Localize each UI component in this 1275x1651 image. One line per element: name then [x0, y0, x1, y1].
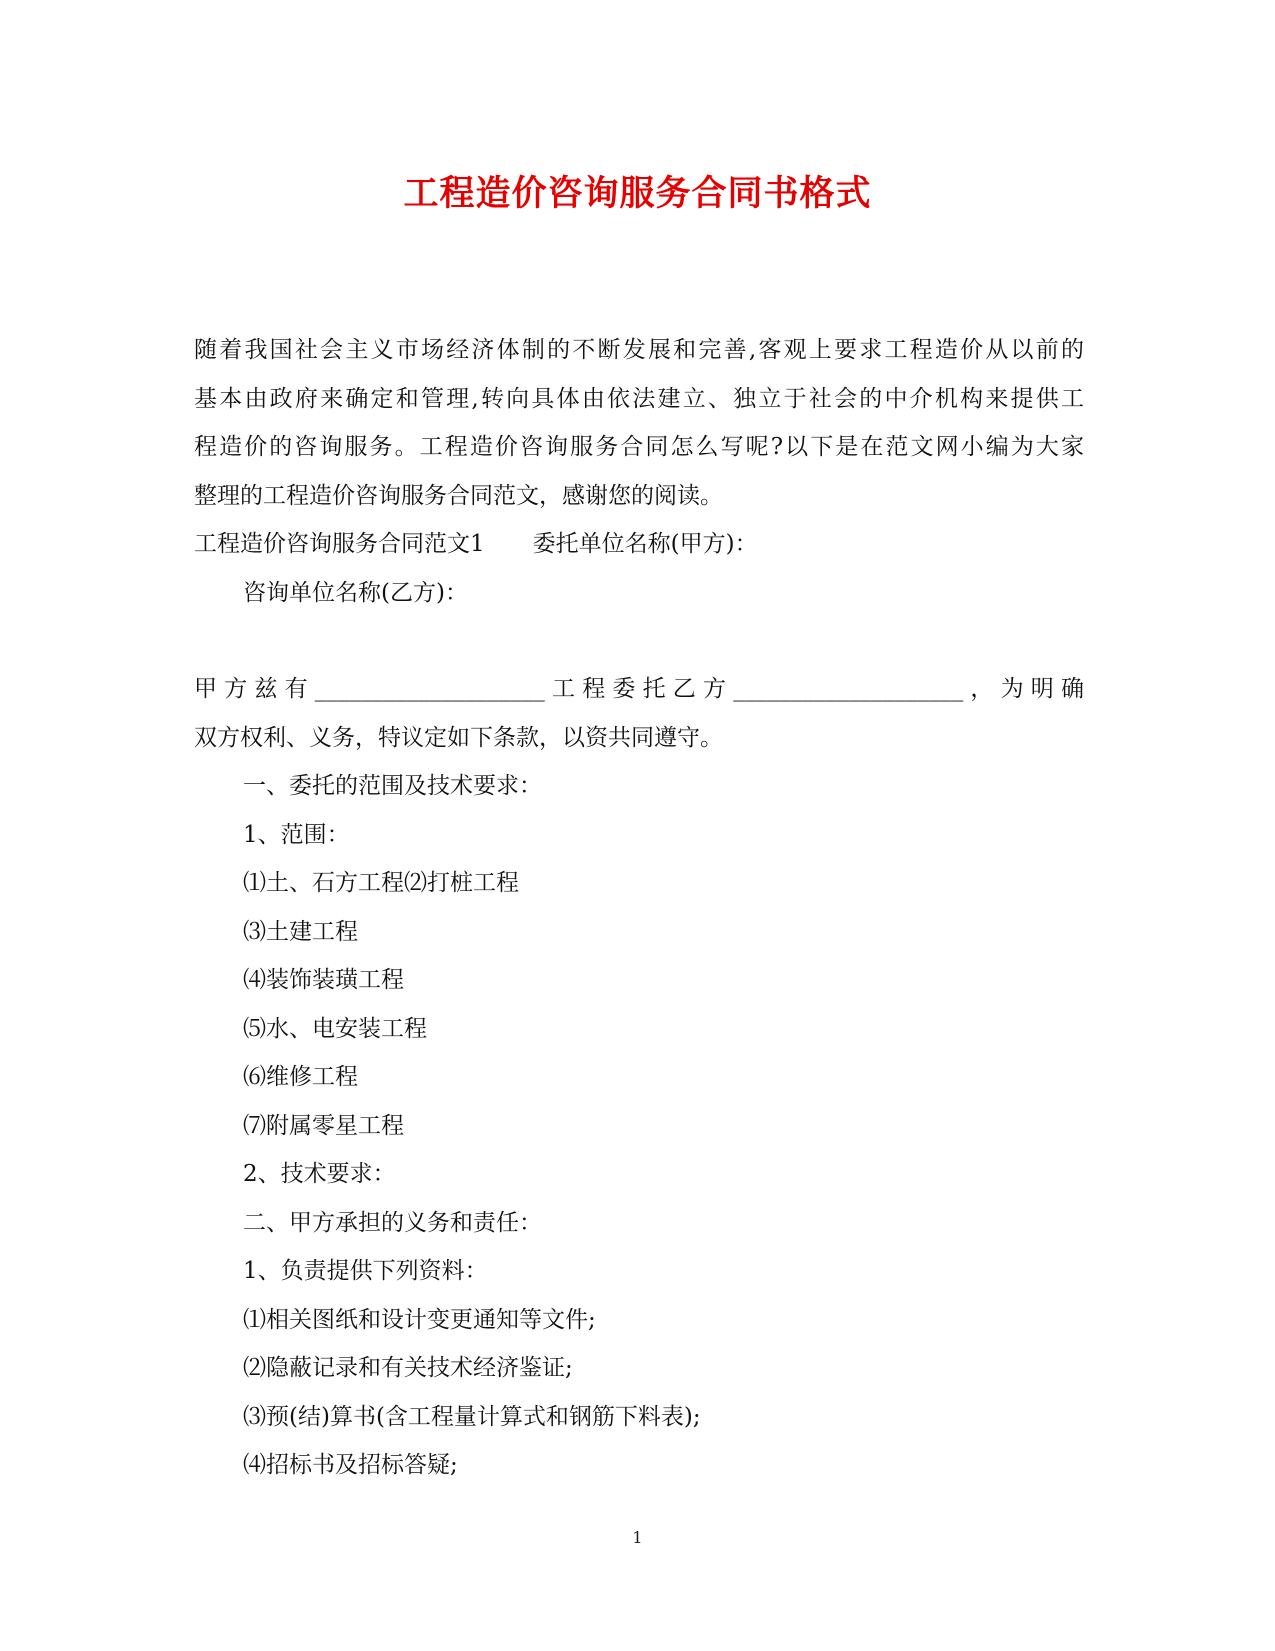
sample-heading: 工程造价咨询服务合同范文1 [194, 531, 485, 557]
list-item: ⑴相关图纸和设计变更通知等文件; [243, 1306, 596, 1333]
list-item: 2、技术要求： [243, 1161, 396, 1187]
document-body [194, 326, 1084, 1490]
list-item: 1、负责提供下列资料： [243, 1258, 488, 1284]
list-item: ⑺附属零星工程 [243, 1112, 404, 1139]
list-item: ⑷招标书及招标答疑; [243, 1452, 458, 1478]
list-item: ⑹维修工程 [243, 1064, 358, 1090]
intro-line-3: 程造价的咨询服务。工程造价咨询服务合同怎么写呢?以下是在范文网小编为大家 [194, 434, 1084, 460]
document-title: 工程造价咨询服务合同书格式 [403, 173, 872, 214]
list-item: ⑸水、电安装工程 [243, 1015, 427, 1042]
clause-line-2: 双方权利、义务，特议定如下条款，以资共同遵守。 [194, 724, 723, 751]
party-b-label: 咨询单位名称(乙方)： [243, 579, 468, 606]
section-heading: 二、甲方承担的义务和责任： [243, 1209, 542, 1236]
section-heading: 一、委托的范围及技术要求： [243, 773, 542, 799]
intro-line-2: 基本由政府来确定和管理,转向具体由依法建立、独立于社会的中介机构来提供工 [194, 385, 1084, 412]
list-item: ⑵隐蔽记录和有关技术经济鉴证; [243, 1355, 573, 1381]
blank-spacer [194, 617, 1084, 665]
intro-line-4: 整理的工程造价咨询服务合同范文，感谢您的阅读。 [194, 482, 723, 509]
intro-line-1: 随着我国社会主义市场经济体制的不断发展和完善,客观上要求工程造价从以前的 [194, 337, 1084, 363]
clause-line-1: 甲方兹有____________________工程委托乙方____________________，为明确 [194, 676, 1084, 702]
list-item: 1、范围： [243, 821, 350, 848]
list-item: ⑶土建工程 [243, 918, 358, 945]
list-item: ⑶预(结)算书(含工程量计算式和钢筋下料表); [243, 1403, 701, 1430]
party-a-label: 委托单位名称(甲方)： [532, 531, 758, 557]
list-item: ⑴土、石方工程⑵打桩工程 [243, 870, 519, 896]
sample-heading-row [194, 520, 1084, 569]
list-item: ⑷装饰装璜工程 [243, 967, 404, 993]
page-number: 1 [632, 1528, 643, 1547]
